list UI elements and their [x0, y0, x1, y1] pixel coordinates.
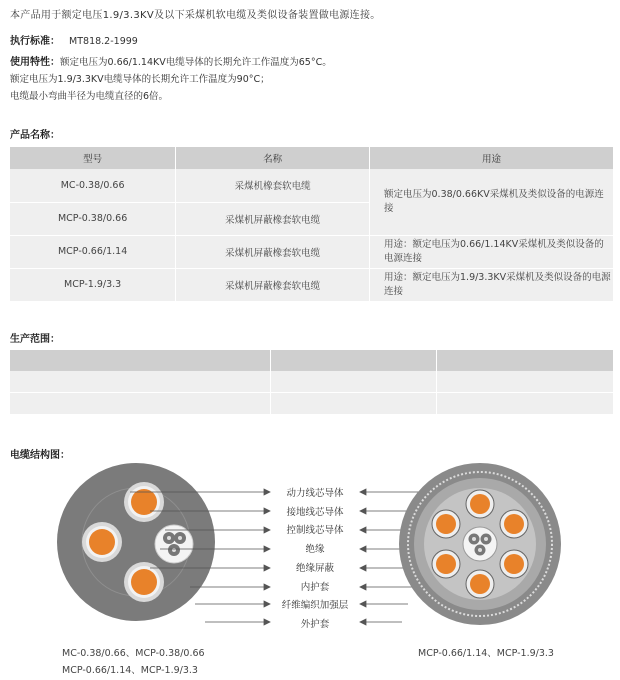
usage-label: 使用特性：: [10, 57, 60, 68]
usage-line-1: 额定电压为0.66/1.14KV电缆导体的长期允许工作温度为65°C。: [60, 57, 332, 68]
central-control-bundle: [463, 527, 497, 561]
cell-name: 采煤机屏蔽橡套软电缆: [176, 235, 370, 268]
table-row: [10, 235, 614, 268]
range-table: [10, 350, 614, 415]
legend-item: 绝缘屏蔽: [295, 562, 334, 574]
header-use: 用途: [370, 147, 614, 169]
structure-title: 电缆结构图：: [10, 450, 70, 461]
cell-use: 额定电压为0.38/0.66KV采煤机及类似设备的电源连接: [370, 169, 614, 235]
legend-item: 外护套: [300, 618, 330, 630]
cell-name: 采煤机屏蔽橡套软电缆: [176, 268, 370, 301]
table-row: [10, 268, 614, 301]
cable-right-diagram: [398, 462, 562, 626]
cell-name: 采煤机橡套软电缆: [176, 169, 370, 202]
products-table: [10, 147, 614, 302]
header-name: 名称: [176, 147, 370, 169]
legend-item: 控制线芯导体: [286, 525, 344, 537]
table-row: [10, 393, 614, 415]
cell-use: 用途：额定电压为0.66/1.14KV采煤机及类似设备的电源连接: [370, 235, 614, 268]
legend-item: 纤维编织加强层: [281, 600, 349, 612]
cell-model: MCP-0.66/1.14: [10, 235, 176, 268]
table-row: [10, 169, 614, 202]
right-caption: MCP-0.66/1.14、MCP-1.9/3.3: [418, 648, 554, 659]
cell-use: 用途：额定电压为1.9/3.3KV采煤机及类似设备的电源连接: [370, 268, 614, 301]
left-caption-line-1: MC-0.38/0.66、MCP-0.38/0.66: [62, 648, 205, 659]
structure-legend: [272, 485, 358, 635]
standard-value: MT818.2-1999: [69, 36, 138, 47]
usage-line-2: 额定电压为1.9/3.3KV电缆导体的长期允许工作温度为90°C；: [10, 74, 270, 85]
cell-model: MCP-0.38/0.66: [10, 202, 176, 235]
legend-item: 绝缘: [305, 544, 325, 556]
range-title: 生产范围：: [10, 334, 60, 345]
table-row: [10, 371, 614, 393]
usage-block: [10, 54, 332, 105]
legend-item: 接地线芯导体: [286, 506, 344, 518]
left-caption: [62, 645, 205, 679]
cell-model: MCP-1.9/3.3: [10, 268, 176, 301]
products-header-row: [10, 147, 614, 169]
range-header-row: [10, 350, 614, 371]
header-model: 型号: [10, 147, 176, 169]
legend-item: 内护套: [300, 581, 330, 593]
usage-line-3: 电缆最小弯曲半径为电缆直径的6倍。: [10, 91, 169, 102]
legend-item: 动力线芯导体: [286, 488, 344, 499]
cell-model: MC-0.38/0.66: [10, 169, 176, 202]
products-title: 产品名称：: [10, 130, 60, 141]
cell-name: 采煤机屏蔽橡套软电缆: [176, 202, 370, 235]
intro-text: 本产品用于额定电压1.9/3.3KV及以下采煤机软电缆及类似设备装置做电源连接。: [10, 10, 381, 21]
standard-label: 执行标准：: [10, 36, 60, 47]
left-caption-line-2: MCP-0.66/1.14、MCP-1.9/3.3: [62, 665, 198, 676]
standard-row: [10, 32, 138, 47]
